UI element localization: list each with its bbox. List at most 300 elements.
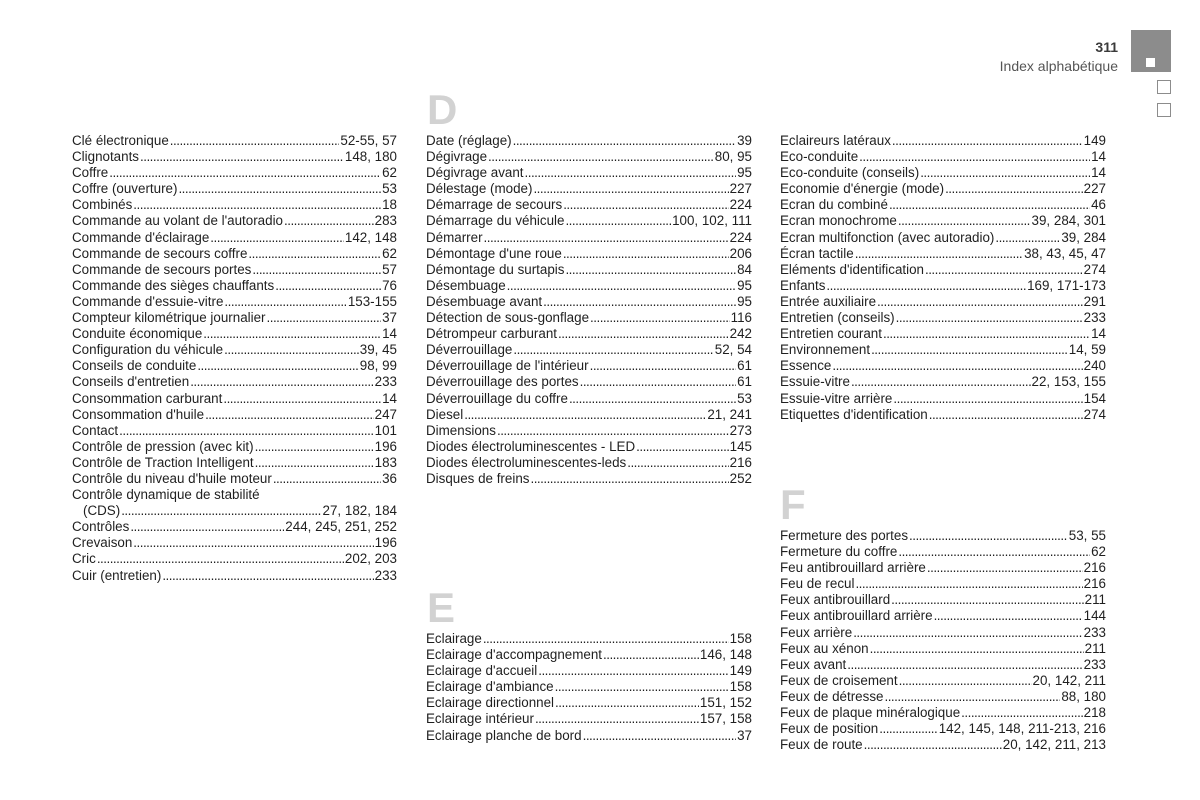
index-entry-pages: 206 xyxy=(729,245,752,261)
index-entry xyxy=(780,374,1106,390)
dot-leader xyxy=(853,625,1082,641)
index-entry-label: Démarrage du véhicule xyxy=(426,213,565,229)
index-entry-label: Date (réglage) xyxy=(426,133,512,148)
dot-leader xyxy=(252,262,381,278)
section-letter-d: D xyxy=(427,86,458,133)
index-entry xyxy=(780,576,1106,592)
index-entry-label: Désembuage xyxy=(426,277,506,293)
index-entry-pages: 39, 284, 301 xyxy=(1031,213,1106,229)
dot-leader xyxy=(484,230,729,246)
dot-leader xyxy=(119,423,374,439)
dot-leader xyxy=(513,133,736,149)
dot-leader xyxy=(267,310,382,326)
index-entry-label: Essence xyxy=(780,358,832,374)
index-entry-pages: 21, 241 xyxy=(707,406,752,422)
index-entry-pages: 233 xyxy=(1083,656,1106,672)
index-entry xyxy=(780,391,1106,407)
index-entry-pages: 149 xyxy=(1083,133,1106,148)
index-entry-pages: 240 xyxy=(1083,358,1106,374)
index-entry-pages: 144 xyxy=(1083,608,1106,624)
index-entry-label: Coffre (ouverture) xyxy=(72,181,178,197)
index-entry xyxy=(780,326,1106,342)
index-entry-pages: 216 xyxy=(1083,576,1106,592)
index-entry xyxy=(72,519,397,535)
index-entry-label: Écran tactile xyxy=(780,245,854,261)
index-entry-label: Feux de croisement xyxy=(780,672,898,688)
index-column-e-lower xyxy=(426,631,752,744)
index-entry xyxy=(426,310,752,326)
dot-leader xyxy=(255,455,374,471)
index-entry-label: Déverrouillage du coffre xyxy=(426,390,568,406)
index-entry-label: Conseils de conduite xyxy=(72,358,197,374)
index-entry xyxy=(426,165,752,181)
index-entry-pages: 84 xyxy=(737,261,752,277)
index-entry-label: Commande de secours portes xyxy=(72,261,252,277)
index-entry-label: Eclairage intérieur xyxy=(426,711,534,727)
index-entry-label: Eclairage d'accueil xyxy=(426,663,538,679)
dot-leader xyxy=(565,213,671,229)
index-entry xyxy=(780,737,1106,753)
index-entry xyxy=(426,133,752,149)
index-entry-label: Diesel xyxy=(426,406,464,422)
index-column-f xyxy=(780,528,1106,753)
index-entry-pages: 14 xyxy=(1091,149,1106,165)
index-entry xyxy=(780,133,1106,149)
index-entry xyxy=(780,608,1106,624)
index-entry-pages: 101 xyxy=(374,422,397,438)
index-entry-pages: 20, 142, 211 xyxy=(1032,672,1106,688)
index-entry xyxy=(426,728,752,744)
index-entry-pages: 211 xyxy=(1084,640,1106,656)
dot-leader xyxy=(855,576,1082,592)
index-entry-pages: 62 xyxy=(382,165,397,181)
index-entry xyxy=(72,407,397,423)
index-entry-label: Feu antibrouillard arrière xyxy=(780,560,926,576)
chapter-tab-box xyxy=(1157,103,1171,117)
index-entry-label: Combinés xyxy=(72,197,133,213)
dot-leader xyxy=(889,197,1090,213)
index-entry xyxy=(426,358,752,374)
index-entry xyxy=(72,310,397,326)
index-entry-pages: 62 xyxy=(382,245,397,261)
index-entry xyxy=(72,342,397,358)
index-entry xyxy=(72,568,397,584)
dot-leader xyxy=(197,358,358,374)
index-entry-label: Conduite économique xyxy=(72,326,203,342)
index-entry-label: Contrôles xyxy=(72,519,130,535)
index-entry-pages: 202, 203 xyxy=(344,551,397,567)
section-letter-e: E xyxy=(427,584,456,631)
dot-leader xyxy=(223,391,381,407)
index-entry-pages: 196 xyxy=(374,438,397,454)
dot-leader xyxy=(920,165,1090,181)
dot-leader xyxy=(483,631,729,647)
index-entry xyxy=(780,657,1106,673)
dot-leader xyxy=(255,439,374,455)
index-entry-label: Contrôle dynamique de stabilité xyxy=(72,487,260,503)
index-entry-label: Cuir (entretien) xyxy=(72,567,162,583)
dot-leader xyxy=(190,374,373,390)
dot-leader xyxy=(109,165,381,181)
index-entry xyxy=(426,149,752,165)
index-entry-pages: 247 xyxy=(374,406,397,422)
dot-leader xyxy=(603,647,699,663)
dot-leader xyxy=(864,737,1002,753)
dot-leader xyxy=(583,728,737,744)
index-entry-pages: 146, 148 xyxy=(699,647,752,663)
index-entry-pages: 76 xyxy=(382,277,397,293)
index-entry-pages: 169, 171-173 xyxy=(1027,277,1106,293)
index-entry-label: Fermeture du coffre xyxy=(780,544,898,560)
index-entry-pages: 158 xyxy=(729,679,752,695)
index-entry-label: Crevaison xyxy=(72,535,133,551)
dot-leader xyxy=(205,407,374,423)
index-entry-label: Eclairage planche de bord xyxy=(426,727,582,743)
index-entry-label: Eclairage d'ambiance xyxy=(426,679,554,695)
index-entry xyxy=(426,326,752,342)
index-entry xyxy=(780,342,1106,358)
index-entry-label: Démontage d'une roue xyxy=(426,245,562,261)
index-entry-label: Feux de position xyxy=(780,721,879,737)
index-entry xyxy=(780,246,1106,262)
index-entry-label: Coffre xyxy=(72,165,109,181)
dot-leader xyxy=(627,455,728,471)
index-entry-pages: 291 xyxy=(1083,293,1106,309)
dot-leader xyxy=(121,503,321,519)
dot-leader xyxy=(590,358,737,374)
index-entry-pages: 216 xyxy=(729,454,752,470)
index-entry-label: Feux de route xyxy=(780,737,863,753)
index-entry-label: Diodes électroluminescentes - LED xyxy=(426,438,636,454)
index-entry xyxy=(72,455,397,471)
dot-leader xyxy=(870,641,1084,657)
dot-leader xyxy=(555,679,729,695)
index-entry-label: Entretien courant xyxy=(780,326,882,342)
index-entry xyxy=(72,439,397,455)
dot-leader xyxy=(162,568,373,584)
dot-leader xyxy=(130,519,284,535)
index-column-e-upper xyxy=(780,133,1106,423)
index-entry xyxy=(72,471,397,487)
dot-leader xyxy=(945,181,1083,197)
index-entry xyxy=(426,711,752,727)
index-entry-label: Déverrouillage xyxy=(426,342,513,358)
index-entry-label: Contrôle de pression (avec kit) xyxy=(72,438,254,454)
index-entry xyxy=(780,560,1106,576)
index-entry-label: Eclaireurs latéraux xyxy=(780,133,891,148)
index-entry xyxy=(72,181,397,197)
dot-leader xyxy=(925,262,1083,278)
index-entry-label: Entrée auxiliaire xyxy=(780,293,877,309)
index-entry-label: Configuration du véhicule xyxy=(72,342,224,358)
index-entry-pages: 100, 102, 111 xyxy=(672,213,752,229)
index-entry-pages: 14, 59 xyxy=(1068,342,1106,358)
index-entry-label: Commande au volant de l'autoradio xyxy=(72,213,283,229)
index-entry-label: Conseils d'entretien xyxy=(72,374,190,390)
index-entry-pages: 38, 43, 45, 47 xyxy=(1024,245,1106,261)
index-entry xyxy=(72,294,397,310)
index-entry xyxy=(72,149,397,165)
index-entry-pages: 244, 245, 251, 252 xyxy=(285,519,397,535)
index-entry-pages: 14 xyxy=(1091,165,1106,181)
index-entry-label: Eco-conduite (conseils) xyxy=(780,165,920,181)
index-entry xyxy=(72,197,397,213)
index-entry xyxy=(72,278,397,294)
dot-leader xyxy=(590,310,730,326)
dot-leader xyxy=(909,528,1068,544)
index-entry xyxy=(426,197,752,213)
index-entry-label: Enfants xyxy=(780,277,826,293)
index-entry xyxy=(72,133,397,149)
dot-leader xyxy=(896,310,1083,326)
index-entry xyxy=(72,487,397,503)
dot-leader xyxy=(538,663,728,679)
index-entry xyxy=(426,663,752,679)
index-entry-label: Dégivrage avant xyxy=(426,165,524,181)
index-entry-label: Compteur kilométrique journalier xyxy=(72,310,266,326)
index-column-d xyxy=(426,133,752,487)
index-entry xyxy=(780,407,1106,423)
index-entry xyxy=(780,278,1106,294)
index-entry xyxy=(780,262,1106,278)
dot-leader xyxy=(883,326,1090,342)
index-entry-pages: 36 xyxy=(382,470,397,486)
index-entry-pages: 22, 153, 155 xyxy=(1031,374,1106,390)
index-entry-pages: 153-155 xyxy=(347,293,397,309)
index-entry xyxy=(426,294,752,310)
dot-leader xyxy=(563,246,729,262)
index-entry-label: Environnement xyxy=(780,342,871,358)
dot-leader xyxy=(826,278,1026,294)
index-entry-label: Disques de freins xyxy=(426,470,530,486)
index-entry-pages: 37 xyxy=(737,727,752,743)
index-entry-label: Entretien (conseils) xyxy=(780,310,895,326)
index-entry-label: Dégivrage xyxy=(426,149,488,165)
index-entry-label: (CDS) xyxy=(83,503,121,519)
index-entry-label: Commande des sièges chauffants xyxy=(72,277,275,293)
dot-leader xyxy=(884,689,1060,705)
index-entry xyxy=(780,230,1106,246)
index-entry xyxy=(72,535,397,551)
index-entry xyxy=(426,439,752,455)
index-entry xyxy=(780,358,1106,374)
index-entry-pages: 273 xyxy=(729,422,752,438)
index-entry-label: Consommation d'huile xyxy=(72,406,205,422)
index-entry xyxy=(426,679,752,695)
index-entry-pages: 98, 99 xyxy=(359,358,397,374)
index-entry-pages: 20, 142, 211, 213 xyxy=(1002,737,1106,753)
index-entry-label: Détection de sous-gonflage xyxy=(426,310,590,326)
index-entry-pages: 53 xyxy=(382,181,397,197)
index-entry-pages: 149 xyxy=(729,663,752,679)
index-entry xyxy=(426,181,752,197)
index-entry xyxy=(72,503,397,519)
dot-leader xyxy=(507,278,736,294)
index-entry-label: Démarrage de secours xyxy=(426,197,563,213)
dot-leader xyxy=(133,197,381,213)
index-entry-pages: 80, 95 xyxy=(714,149,752,165)
index-entry-label: Eclairage xyxy=(426,631,482,646)
dot-leader xyxy=(855,246,1023,262)
dot-leader xyxy=(178,181,381,197)
index-entry xyxy=(72,165,397,181)
index-entry-pages: 145 xyxy=(729,438,752,454)
index-entry xyxy=(72,374,397,390)
index-entry-pages: 274 xyxy=(1083,261,1106,277)
index-entry xyxy=(72,551,397,567)
index-entry-pages: 95 xyxy=(737,277,752,293)
index-entry xyxy=(426,278,752,294)
index-entry-pages: 142, 148 xyxy=(344,229,397,245)
index-entry xyxy=(426,374,752,390)
index-entry-pages: 62 xyxy=(1091,544,1106,560)
dot-leader xyxy=(565,262,736,278)
index-entry-pages: 227 xyxy=(1083,181,1106,197)
index-entry-label: Feux antibrouillard xyxy=(780,592,891,608)
page-number: 311 xyxy=(1095,39,1118,55)
index-entry-pages: 14 xyxy=(382,326,397,342)
index-entry-label: Ecran multifonction (avec autoradio) xyxy=(780,229,995,245)
index-entry-label: Essuie-vitre xyxy=(780,374,850,390)
index-entry-label: Déverrouillage de l'intérieur xyxy=(426,358,589,374)
index-entry-pages: 39 xyxy=(737,133,752,148)
index-entry-label: Diodes électroluminescentes-leds xyxy=(426,454,627,470)
index-entry-pages: 57 xyxy=(382,261,397,277)
index-entry-pages: 14 xyxy=(382,390,397,406)
index-entry xyxy=(780,641,1106,657)
index-entry-pages: 227 xyxy=(729,181,752,197)
index-entry-pages: 218 xyxy=(1083,705,1106,721)
index-entry-pages: 37 xyxy=(382,310,397,326)
index-entry-label: Démontage du surtapis xyxy=(426,261,565,277)
index-entry xyxy=(426,213,752,229)
dot-leader xyxy=(535,711,699,727)
index-entry-label: Feux antibrouillard arrière xyxy=(780,608,933,624)
dot-leader xyxy=(929,407,1083,423)
dot-leader xyxy=(891,592,1083,608)
dot-leader xyxy=(140,149,344,165)
index-entry-pages: 61 xyxy=(737,374,752,390)
index-entry-pages: 46 xyxy=(1091,197,1106,213)
index-entry-label: Ecran du combiné xyxy=(780,197,888,213)
index-entry-label: Feux avant xyxy=(780,656,847,672)
index-entry-pages: 52-55, 57 xyxy=(340,133,397,148)
dot-leader xyxy=(555,695,699,711)
index-entry-label: Désembuage avant xyxy=(426,293,543,309)
index-entry-label: Dimensions xyxy=(426,422,496,438)
index-entry-pages: 95 xyxy=(737,165,752,181)
index-entry-pages: 157, 158 xyxy=(699,711,752,727)
index-entry-pages: 242 xyxy=(729,326,752,342)
chapter-tab-marker xyxy=(1131,30,1171,72)
index-entry-pages: 224 xyxy=(729,197,752,213)
index-entry-pages: 52, 54 xyxy=(714,342,752,358)
index-entry-pages: 211 xyxy=(1084,592,1106,608)
index-entry xyxy=(780,721,1106,737)
index-entry-label: Eclairage d'accompagnement xyxy=(426,647,602,663)
index-entry xyxy=(72,391,397,407)
index-entry xyxy=(426,631,752,647)
index-entry xyxy=(780,181,1106,197)
index-entry-label: Commande d'essuie-vitre xyxy=(72,293,224,309)
dot-leader xyxy=(248,246,381,262)
index-entry xyxy=(780,625,1106,641)
index-entry-pages: 233 xyxy=(374,567,397,583)
dot-leader xyxy=(851,374,1031,390)
index-entry xyxy=(72,423,397,439)
dot-leader xyxy=(961,705,1083,721)
dot-leader xyxy=(899,673,1032,689)
dot-leader xyxy=(530,471,728,487)
index-entry-label: Clignotants xyxy=(72,149,139,165)
index-entry-pages: 158 xyxy=(729,631,752,646)
index-entry-pages: 154 xyxy=(1083,390,1106,406)
index-entry-pages: 39, 45 xyxy=(359,342,397,358)
index-entry xyxy=(426,262,752,278)
index-entry-label: Eclairage directionnel xyxy=(426,695,555,711)
index-entry-label: Etiquettes d'identification xyxy=(780,406,928,422)
dot-leader xyxy=(927,560,1083,576)
index-entry xyxy=(72,262,397,278)
index-entry xyxy=(780,528,1106,544)
index-entry-label: Délestage (mode) xyxy=(426,181,533,197)
dot-leader xyxy=(898,544,1090,560)
dot-leader xyxy=(892,133,1083,149)
index-entry xyxy=(426,391,752,407)
index-entry xyxy=(780,705,1106,721)
dot-leader xyxy=(273,471,381,487)
index-entry-pages: 53, 55 xyxy=(1068,528,1106,543)
index-entry xyxy=(780,213,1106,229)
index-entry-pages: 233 xyxy=(374,374,397,390)
dot-leader xyxy=(203,326,381,342)
dot-leader xyxy=(580,374,737,390)
index-entry xyxy=(780,544,1106,560)
index-entry-pages: 88, 180 xyxy=(1061,688,1106,704)
index-entry-label: Eléments d'identification xyxy=(780,261,924,277)
dot-leader xyxy=(224,342,359,358)
index-entry-pages: 148, 180 xyxy=(344,149,397,165)
index-entry-label: Contrôle du niveau d'huile moteur xyxy=(72,470,272,486)
index-entry xyxy=(426,471,752,487)
dot-leader xyxy=(464,407,706,423)
dot-leader xyxy=(871,342,1068,358)
index-entry xyxy=(780,149,1106,165)
chapter-tab-box xyxy=(1157,80,1171,94)
dot-leader xyxy=(832,358,1082,374)
index-entry-pages: 18 xyxy=(382,197,397,213)
index-entry-label: Feux arrière xyxy=(780,624,853,640)
dot-leader xyxy=(995,230,1060,246)
index-entry-pages: 116 xyxy=(730,310,752,326)
index-entry-pages: 233 xyxy=(1083,624,1106,640)
index-entry xyxy=(780,673,1106,689)
dot-leader xyxy=(533,181,728,197)
dot-leader xyxy=(898,213,1031,229)
index-entry-label: Cric xyxy=(72,551,96,567)
dot-leader xyxy=(847,657,1082,673)
index-entry xyxy=(780,689,1106,705)
index-entry xyxy=(72,246,397,262)
dot-leader xyxy=(210,230,344,246)
index-entry-pages: 151, 152 xyxy=(699,695,752,711)
index-entry-label: Feux de plaque minéralogique xyxy=(780,705,961,721)
index-entry-label: Consommation carburant xyxy=(72,390,223,406)
index-entry-label: Clé électronique xyxy=(72,133,169,148)
index-column-c xyxy=(72,133,397,584)
index-entry-pages: 233 xyxy=(1083,310,1106,326)
index-entry-pages: 14 xyxy=(1091,326,1106,342)
